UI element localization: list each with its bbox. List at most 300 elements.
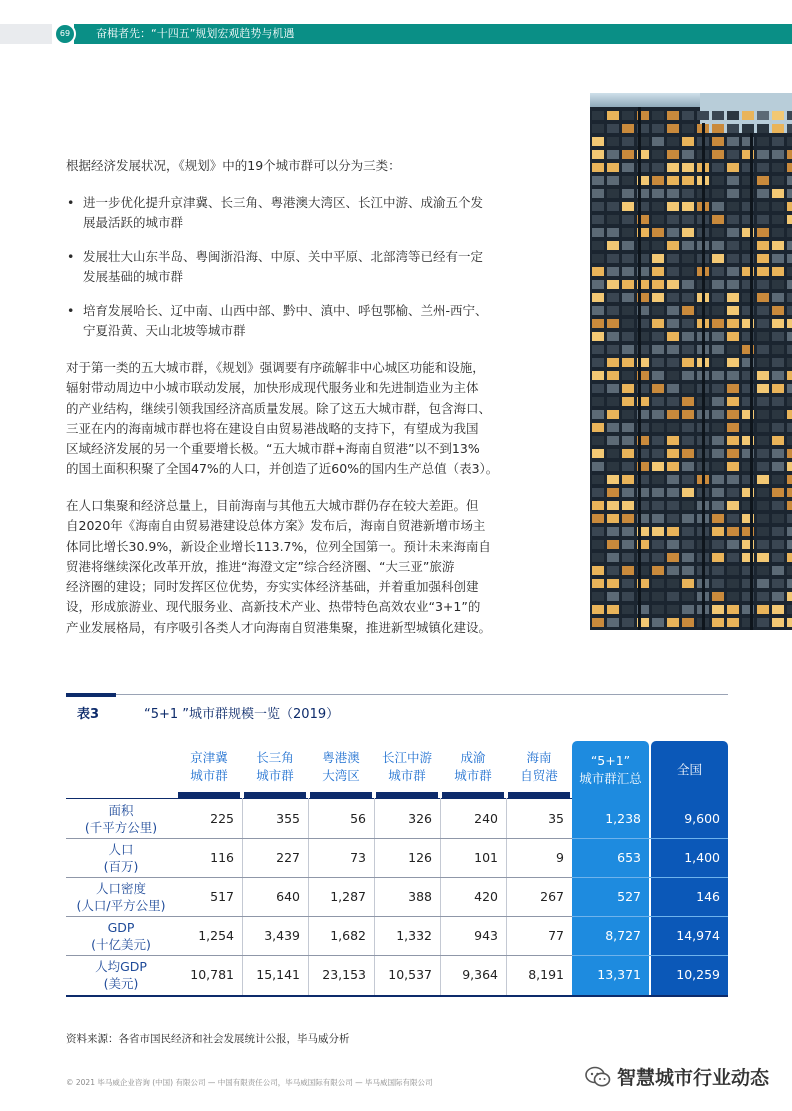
row-header: 人口密度 (人口/平方公里) (76, 880, 166, 913)
window (667, 163, 679, 172)
window (682, 215, 694, 224)
table-cell: 1,238 (605, 811, 641, 826)
window (652, 163, 664, 172)
window (712, 579, 724, 588)
window (607, 605, 619, 614)
window (682, 501, 694, 510)
column-header: 粤港澳 大湾区 (322, 749, 360, 783)
window (622, 267, 634, 276)
window (652, 202, 664, 211)
window (667, 176, 679, 185)
window (682, 332, 694, 341)
window (592, 241, 604, 250)
window (712, 488, 724, 497)
window (652, 462, 664, 471)
window (622, 501, 634, 510)
table-title: “5+1 ”城市群规模一览（2019） (144, 707, 340, 722)
window (667, 592, 679, 601)
window (712, 306, 724, 315)
window (757, 579, 769, 588)
window (607, 384, 619, 393)
window (682, 579, 694, 588)
window (592, 163, 604, 172)
window (787, 540, 792, 549)
table-cell: 326 (408, 811, 432, 826)
window (622, 306, 634, 315)
window (592, 423, 604, 432)
table-cell: 640 (276, 889, 300, 904)
window (772, 358, 784, 367)
window (652, 618, 664, 627)
window (787, 475, 792, 484)
table-cell: 146 (696, 889, 720, 904)
window (652, 254, 664, 263)
window (592, 579, 604, 588)
window (592, 540, 604, 549)
window (682, 475, 694, 484)
window (727, 345, 739, 354)
building-photo (590, 93, 792, 630)
copyright-footer: © 2021 毕马威企业咨询 (中国) 有限公司 — 中国有限责任公司，毕马威国际有限公司 — 毕马威国际有限公司 (66, 1078, 433, 1087)
window (667, 605, 679, 614)
window (712, 293, 724, 302)
window (652, 579, 664, 588)
window (787, 449, 792, 458)
column-header: 长三角 城市群 (256, 749, 294, 783)
window (787, 579, 792, 588)
window (757, 358, 769, 367)
window (592, 228, 604, 237)
window (652, 293, 664, 302)
window (667, 280, 679, 289)
window (607, 371, 619, 380)
window (712, 410, 724, 419)
window (622, 228, 634, 237)
window (772, 280, 784, 289)
window (727, 514, 739, 523)
window (712, 189, 724, 198)
window (757, 332, 769, 341)
window (652, 124, 664, 133)
window (727, 475, 739, 484)
window (607, 202, 619, 211)
window (787, 319, 792, 328)
window (727, 150, 739, 159)
window (607, 449, 619, 458)
window (787, 501, 792, 510)
window (622, 423, 634, 432)
window (622, 410, 634, 419)
table-cell: 10,781 (190, 967, 234, 982)
window (787, 410, 792, 419)
window (592, 449, 604, 458)
window (712, 371, 724, 380)
window (607, 410, 619, 419)
window (652, 423, 664, 432)
window (712, 176, 724, 185)
window (667, 397, 679, 406)
column-header: 成渝 城市群 (454, 749, 492, 783)
table-cell: 1,332 (396, 928, 432, 943)
window (757, 228, 769, 237)
table-cell: 355 (276, 811, 300, 826)
window (682, 488, 694, 497)
table-cell: 240 (474, 811, 498, 826)
window (592, 605, 604, 614)
window (787, 293, 792, 302)
window (727, 488, 739, 497)
window (787, 189, 792, 198)
window (682, 358, 694, 367)
window (667, 215, 679, 224)
window (682, 189, 694, 198)
window (787, 345, 792, 354)
window (682, 371, 694, 380)
window (607, 293, 619, 302)
window (592, 527, 604, 536)
window (652, 488, 664, 497)
window (787, 124, 792, 133)
window (757, 293, 769, 302)
window (787, 137, 792, 146)
window (667, 566, 679, 575)
table-cell: 1,254 (198, 928, 234, 943)
window (682, 124, 694, 133)
table-cell: 73 (350, 850, 366, 865)
window (667, 358, 679, 367)
window (787, 605, 792, 614)
window (772, 566, 784, 575)
window (712, 540, 724, 549)
window (592, 488, 604, 497)
window (772, 605, 784, 614)
window (682, 176, 694, 185)
table-cell: 10,259 (676, 967, 720, 982)
window (757, 488, 769, 497)
window (757, 566, 769, 575)
window (682, 280, 694, 289)
window (757, 540, 769, 549)
window (772, 384, 784, 393)
table-cell: 56 (350, 811, 366, 826)
table-cell: 9,600 (684, 811, 720, 826)
window (652, 410, 664, 419)
window (592, 514, 604, 523)
window (757, 397, 769, 406)
window (607, 267, 619, 276)
window (667, 371, 679, 380)
window (652, 345, 664, 354)
window (622, 514, 634, 523)
window (787, 163, 792, 172)
window (772, 319, 784, 328)
window (622, 215, 634, 224)
table-cell: 8,191 (528, 967, 564, 982)
window (712, 202, 724, 211)
window (592, 592, 604, 601)
window (607, 527, 619, 536)
window (787, 306, 792, 315)
window (607, 228, 619, 237)
window (667, 241, 679, 250)
row-header: 面积 (千平方公里) (84, 802, 158, 835)
window (787, 215, 792, 224)
window (667, 462, 679, 471)
table-cell: 943 (474, 928, 498, 943)
window (757, 202, 769, 211)
window (607, 423, 619, 432)
window (667, 332, 679, 341)
window (727, 592, 739, 601)
window (592, 332, 604, 341)
window (712, 462, 724, 471)
window (787, 202, 792, 211)
window (727, 306, 739, 315)
window (682, 592, 694, 601)
window (712, 215, 724, 224)
window (652, 332, 664, 341)
window (682, 293, 694, 302)
window (727, 618, 739, 627)
bullet-item: • 发展壮大山东半岛、粤闽浙沿海、中原、关中平原、北部湾等已经有一定 发展基础的城市群 (66, 247, 536, 287)
window (772, 553, 784, 562)
window (772, 111, 784, 120)
window (667, 618, 679, 627)
window (652, 241, 664, 250)
window (652, 189, 664, 198)
window (652, 540, 664, 549)
window (772, 540, 784, 549)
window (712, 111, 724, 120)
window (622, 436, 634, 445)
header-left-bar (0, 24, 52, 44)
column-header: 京津冀 城市群 (190, 749, 228, 783)
window (682, 540, 694, 549)
window (712, 514, 724, 523)
window (712, 501, 724, 510)
window (667, 124, 679, 133)
window (622, 475, 634, 484)
window (727, 527, 739, 536)
window (607, 566, 619, 575)
window (622, 332, 634, 341)
window (622, 319, 634, 328)
window (607, 540, 619, 549)
window (772, 410, 784, 419)
window (652, 501, 664, 510)
window (727, 176, 739, 185)
window (607, 189, 619, 198)
window (772, 527, 784, 536)
window (667, 579, 679, 588)
table-cell: 9,364 (462, 967, 498, 982)
window (622, 137, 634, 146)
window (787, 423, 792, 432)
source-note: 资料来源：各省市国民经济和社会发展统计公报，毕马威分析 (66, 1033, 350, 1045)
window (667, 384, 679, 393)
window (772, 228, 784, 237)
window (757, 241, 769, 250)
window (727, 501, 739, 510)
window (757, 449, 769, 458)
window (607, 215, 619, 224)
window (757, 189, 769, 198)
window (652, 475, 664, 484)
window (772, 345, 784, 354)
window (727, 605, 739, 614)
window (607, 319, 619, 328)
window (592, 553, 604, 562)
window (772, 293, 784, 302)
paragraph-2: 在人口集聚和经济总量上，目前海南与其他五大城市群仍存在较大差距。但 自2020年《海南自由贸易港建设总体方案》发布后，海南自贸港新增市场主 体同比增长30.9%，新设企业增长113.7%，位列全国第一。预计未来海南自 贸港将继续深化改革开放，推进“海澄文定”综合经济圈、“大三亚”旅游 经济圈的建设；同时发挥区位优势，夯实实体经济基础，并着重加强科创建 设，形成旅游业、现代服务业、高新技术产业、热带特色高效农业“3+1”的 产业发展格局，有序吸引各类人才向海南自贸港集聚，推进新型城镇化建设。 (66, 498, 492, 635)
window (787, 358, 792, 367)
window (772, 306, 784, 315)
window (607, 163, 619, 172)
window (772, 267, 784, 276)
window (772, 449, 784, 458)
window (682, 553, 694, 562)
window (712, 423, 724, 432)
window (667, 111, 679, 120)
window (727, 449, 739, 458)
bullet-item: • 培育发展哈长、辽中南、山西中部、黔中、滇中、呼包鄂榆、兰州-西宁、 宁夏沿黄、天山北坡等城市群 (66, 301, 536, 341)
window (682, 254, 694, 263)
window (757, 176, 769, 185)
window (652, 137, 664, 146)
window (772, 150, 784, 159)
window (652, 267, 664, 276)
window (667, 202, 679, 211)
window (712, 397, 724, 406)
window (667, 345, 679, 354)
window (592, 137, 604, 146)
window (592, 358, 604, 367)
window (772, 436, 784, 445)
window (757, 384, 769, 393)
window (712, 254, 724, 263)
window (682, 436, 694, 445)
window (667, 436, 679, 445)
window (727, 228, 739, 237)
window (622, 254, 634, 263)
window (682, 267, 694, 276)
window (787, 397, 792, 406)
table-cell: 388 (408, 889, 432, 904)
window (787, 241, 792, 250)
window (787, 618, 792, 627)
window (727, 254, 739, 263)
window (727, 241, 739, 250)
window (622, 618, 634, 627)
window (667, 228, 679, 237)
window (622, 488, 634, 497)
row-header: 人均GDP (美元) (95, 958, 147, 991)
table-cell: 101 (474, 850, 498, 865)
window (592, 215, 604, 224)
window (607, 579, 619, 588)
window (592, 410, 604, 419)
window (772, 462, 784, 471)
window (622, 124, 634, 133)
window (727, 384, 739, 393)
window (622, 293, 634, 302)
window (727, 280, 739, 289)
intro-text: 根据经济发展状况，《规划》中的19个城市群可以分为三类： (66, 158, 401, 173)
table-rule-accent (66, 693, 116, 697)
window (712, 358, 724, 367)
window (607, 397, 619, 406)
window (682, 150, 694, 159)
window (757, 137, 769, 146)
window (592, 189, 604, 198)
window (682, 397, 694, 406)
window (607, 475, 619, 484)
window (652, 605, 664, 614)
page-number: 69 (54, 23, 76, 45)
window (667, 254, 679, 263)
column-header: 长江中游 城市群 (381, 749, 432, 783)
table-cell: 517 (210, 889, 234, 904)
window (757, 254, 769, 263)
window (622, 605, 634, 614)
paragraph-1: 对于第一类的五大城市群，《规划》强调要有序疏解非中心城区功能和设施， 辐射带动周边中小城市联动发展，加快形成现代服务业和先进制造业为主体 的产业结构，继续引领我国经济高质量发展。除了这五大城市群，包含海口、 三亚在内的海南城市群也将在建设自由贸易港战略的支持下，有望成为我国 区域经济发展的另一个重要增长极。“五大城市群+海南自贸港”以不到13% 的国土面积积聚了全国47%的人口，并创造了近60%的国内生产总值（表3）。 (66, 360, 499, 477)
column-header: 海南 自贸港 (520, 749, 558, 783)
window (682, 306, 694, 315)
window (757, 605, 769, 614)
window (757, 267, 769, 276)
window (727, 371, 739, 380)
window (667, 410, 679, 419)
window (682, 111, 694, 120)
window (592, 501, 604, 510)
window (652, 566, 664, 575)
window (592, 462, 604, 471)
window (787, 267, 792, 276)
window (727, 202, 739, 211)
window (607, 332, 619, 341)
window (742, 111, 754, 120)
window (772, 215, 784, 224)
window (787, 488, 792, 497)
window (697, 111, 709, 120)
window (727, 111, 739, 120)
window (712, 566, 724, 575)
window (712, 124, 724, 133)
window (622, 553, 634, 562)
window (712, 527, 724, 536)
window (787, 150, 792, 159)
table-cell: 126 (408, 850, 432, 865)
table-cell: 225 (210, 811, 234, 826)
table-cell: 227 (276, 850, 300, 865)
window (682, 410, 694, 419)
row-header: GDP (十亿美元) (91, 919, 151, 952)
window (712, 592, 724, 601)
window (712, 449, 724, 458)
window (682, 449, 694, 458)
window (757, 410, 769, 419)
window (757, 553, 769, 562)
window (607, 488, 619, 497)
window (622, 527, 634, 536)
window (727, 358, 739, 367)
window (607, 618, 619, 627)
window (652, 306, 664, 315)
window (652, 592, 664, 601)
table-cell: 10,537 (388, 967, 432, 982)
window (757, 150, 769, 159)
window (622, 150, 634, 159)
